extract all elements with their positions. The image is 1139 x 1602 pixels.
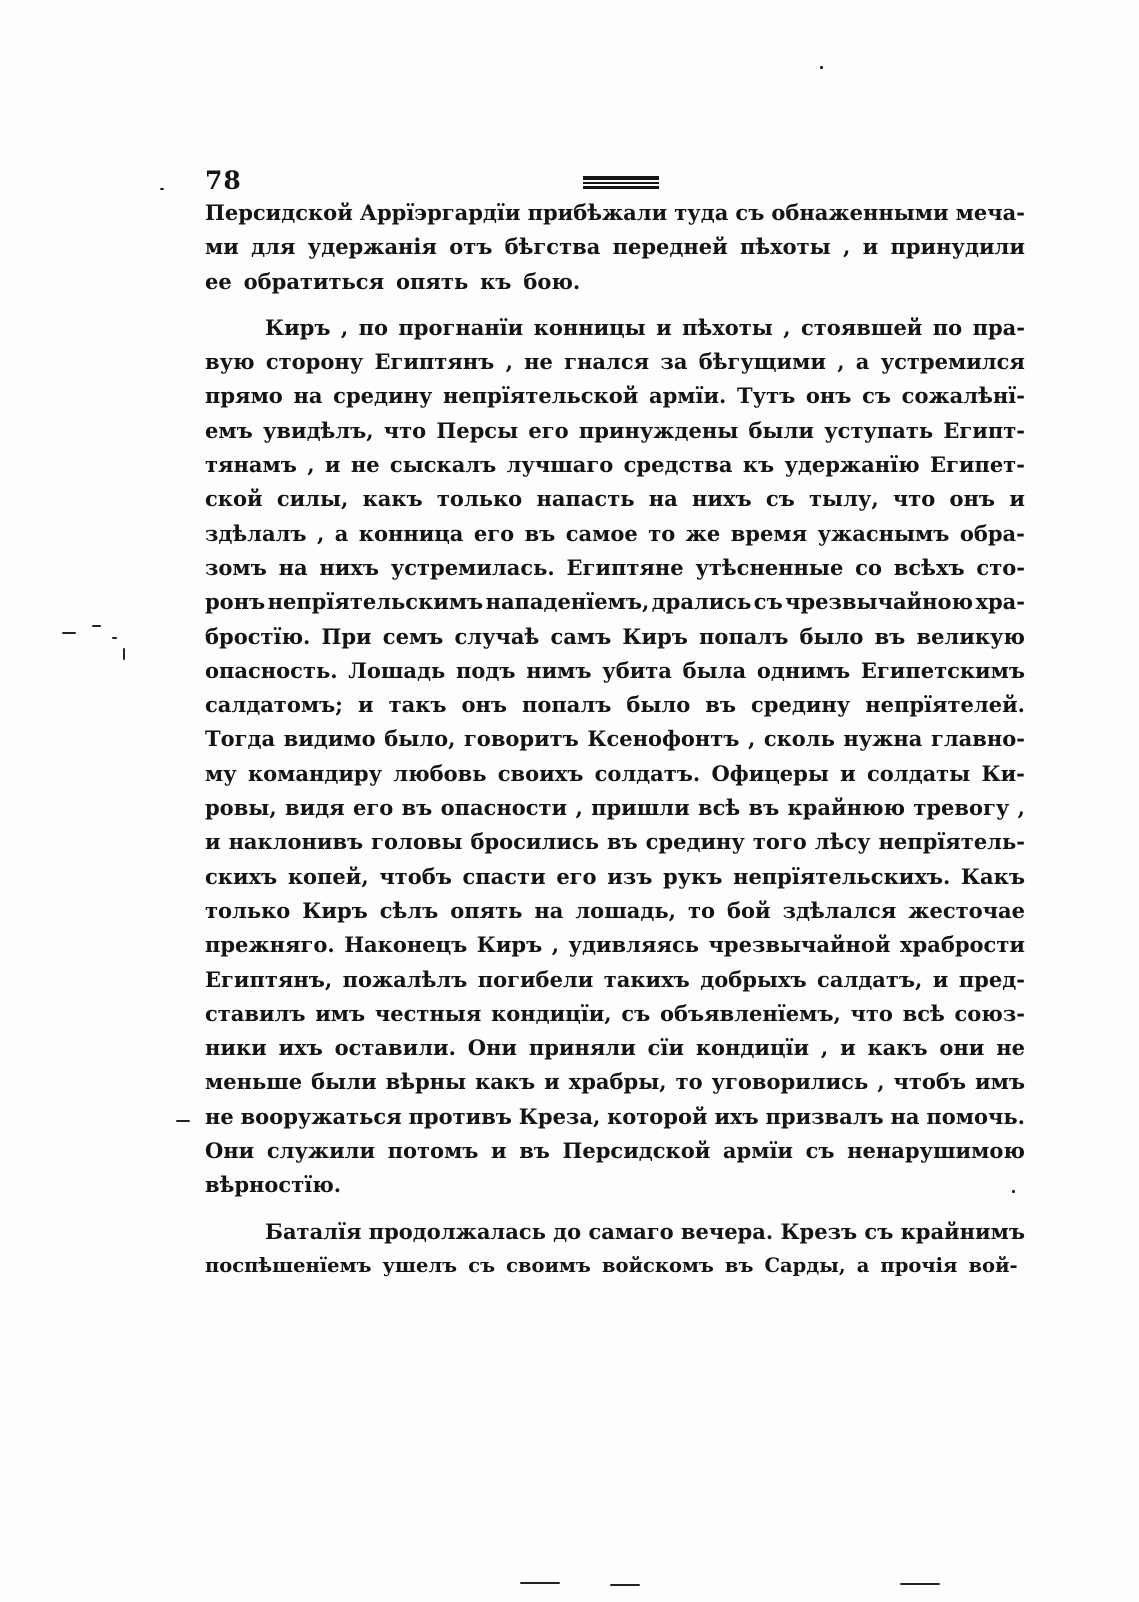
- text-line: тянамъ , и не сыскалъ лучшаго средства къ удержанїю Египет-: [205, 452, 1025, 478]
- text-line: не вооружаться противъ Креза, которой ихъ призвалъ на помочь.: [205, 1103, 1025, 1129]
- text-line: емъ увидѣлъ, что Персы его принуждены были уступать Египт-: [205, 417, 1025, 443]
- text-line: здѣлалъ , а конница его въ самое то же время ужаснымъ обра-: [205, 520, 1025, 546]
- text-line: зомъ на нихъ устремилась. Египтяне утѣсненные со всѣхъ сто-: [205, 554, 1025, 580]
- text-line: Тогда видимо было, говоритъ Ксенофонтъ , сколь нужна главно-: [205, 726, 1025, 752]
- text-line: прямо на средину непрїятельской армїи. Тутъ онъ съ сожалѣнї-: [205, 383, 1025, 409]
- text-line: поспѣшенїемъ ушелъ съ своимъ войскомъ въ Сарды, а прочія вой-: [205, 1253, 1018, 1277]
- scan-speck: [160, 188, 164, 190]
- scan-speck: [176, 1120, 190, 1122]
- ornament-rule: [583, 176, 659, 180]
- text-line: Персидской Аррїэргардїи прибѣжали туда съ обнаженными меча-: [205, 200, 1025, 225]
- text-line: вѣрностїю.: [205, 1172, 342, 1198]
- text-line: вую сторону Египтянъ , не гнался за бѣгущими , а устремился: [205, 349, 1025, 375]
- paragraph-gap: [205, 1203, 1025, 1215]
- text-line: скихъ копей, чтобъ спасти его изъ рукъ непрїятельскихъ. Какъ: [205, 863, 1025, 889]
- paragraph: [205, 196, 1025, 299]
- paragraph: [205, 311, 1025, 1203]
- text-line: ровы, видя его въ опасности , пришли всѣ въ крайнюю тревогу ,: [205, 795, 1025, 821]
- scan-speck: [520, 1582, 560, 1584]
- text-line: ской силы, какъ только напасть на нихъ съ тылу, что онъ и: [205, 486, 1025, 512]
- text-line: бростїю. При семъ случаѣ самъ Киръ попалъ было въ великую: [205, 623, 1025, 649]
- header-ornament: [583, 176, 659, 188]
- scan-speck: [112, 637, 117, 639]
- text-line: Египтянъ, пожалѣлъ погибели такихъ добрыхъ салдатъ, и пред-: [205, 966, 1025, 992]
- text-line: ники ихъ оставили. Они приняли сїи кондицїи , и какъ они не: [205, 1035, 1025, 1061]
- text-line: Баталїя продолжалась до самаго вечера. Крезъ съ крайнимъ: [265, 1218, 1025, 1244]
- scan-speck: [1012, 1190, 1015, 1193]
- text-line: Киръ , по прогнанїи конницы и пѣхоты , стоявшей по пра-: [265, 314, 1025, 340]
- page-number: 78: [205, 166, 242, 195]
- text-line: и наклонивъ головы бросились въ средину того лѣсу непрїятель-: [205, 829, 1025, 855]
- text-line: меньше были вѣрны какъ и храбры, то уговорились , чтобъ имъ: [205, 1069, 1025, 1095]
- scan-speck: [610, 1584, 640, 1586]
- page-header: [205, 168, 1025, 194]
- text-line: му командиру любовь своихъ солдатъ. Офицеры и солдаты Ки-: [205, 760, 1025, 786]
- text-line: салдатомъ; и такъ онъ попалъ было въ средину непрїятелей.: [205, 692, 1025, 718]
- text-line: прежняго. Наконецъ Киръ , удивляясь чрезвычайной храбрости: [205, 932, 1025, 958]
- ornament-rule: [583, 186, 659, 189]
- text-line: ее обратиться опять къ бою.: [205, 268, 581, 294]
- text-line: ронъ непрїятельскимъ нападенїемъ, дрались съ чрезвычайною хра-: [205, 589, 1025, 615]
- paragraph-gap: [205, 299, 1025, 311]
- scan-speck: [123, 648, 125, 660]
- text-line: ми для удержанія отъ бѣгства передней пѣхоты , и принудили: [205, 234, 1025, 260]
- text-line: только Киръ сѣлъ опять на лошадь, то бой здѣлался жесточае: [205, 897, 1025, 923]
- scan-speck: [820, 66, 823, 69]
- text-line: опасность. Лошадь подъ нимъ убита была однимъ Египетскимъ: [205, 657, 1025, 683]
- paragraph: [205, 1215, 1025, 1284]
- scan-speck: [92, 625, 101, 627]
- scan-speck: [900, 1583, 940, 1585]
- text-line: ставилъ имъ честныя кондицїи, съ объявленїемъ, что всѣ союз-: [205, 1000, 1025, 1026]
- ornament-rule: [583, 182, 659, 184]
- scan-speck: [62, 632, 76, 634]
- page-body-text: [205, 196, 1025, 1283]
- text-line: Они служили потомъ и въ Персидской армїи съ ненарушимою: [205, 1138, 1025, 1164]
